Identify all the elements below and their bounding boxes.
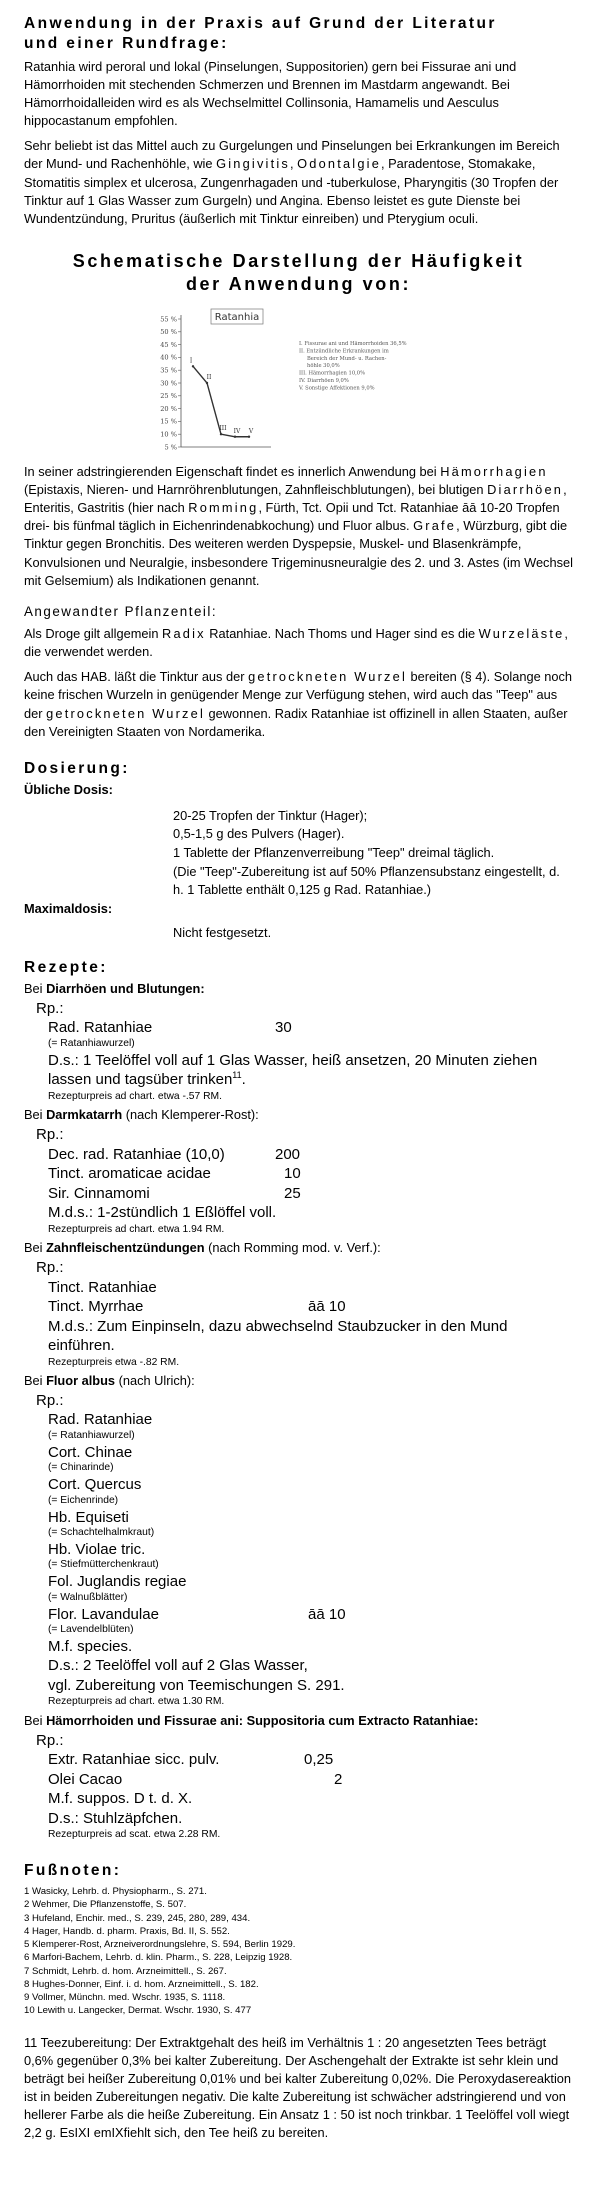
chart-heading: Schematische Darstellung der Häufigkeit der Anwendung von: [72, 251, 525, 295]
ingredient-alias: (= Eichenrinde) [48, 1494, 119, 1506]
chart-y-tick-label: 35 % [159, 366, 177, 375]
chart-container [24, 307, 573, 457]
recipe-ingredient: Tinct. Ratanhiae [48, 1278, 157, 1296]
chart-legend-entry: II. Entzündliche Erkrankungen im [298, 348, 389, 355]
chart-legend-entry: III. Hämorrhagien 10,0% [298, 370, 365, 377]
recipe-instruction: M.d.s.: 1-2stündlich 1 Eßlöffel voll. [48, 1204, 277, 1222]
footnote-item: 2 Wehmer, Die Pflanzenstoffe, S. 507. [24, 1899, 187, 1911]
chart-y-tick-label: 45 % [159, 340, 177, 349]
chart-point-label: V [248, 427, 253, 435]
chart-legend-entry: V. Sonstige Affektionen 9,0% [298, 385, 375, 392]
rp-label: Rp.: [36, 1731, 64, 1749]
recipe-fluor-albus: Bei Fluor albus (nach Ulrich): Rp.: Rad. Ratanhiae (= Ratanhiawurzel) Cort. Chinae (= Chinarinde) Cort. Quercus (= Eichenrinde) Hb. Equiseti (= Schachtelhalmkraut) Hb. Violae tric. (= Stiefmütterchenkraut) Fol. Juglandis regiae (= Walnußblätter) Flor. Lavandulae āā 10 (= Lavendelblüten) M.f. species. D.s.: 2 Teelöffel voll auf 2 Glas Wasser, vgl. Zubereitung von Teemischungen S. 291. Rezepturpreis ad chart. etwa 1.30 RM. [24, 1372, 573, 1710]
ingredient-alias: (= Ratanhiawurzel) [48, 1429, 135, 1441]
heading-dosierung: Dosierung: [24, 759, 130, 777]
paragraph-pflanzenteil-1: Als Droge gilt allgemein Radix Ratanhiae. Nach Thoms und Hager sind es die Wurzeläste, die verwendet werden. [24, 625, 568, 660]
chart-point-label: II [206, 373, 211, 381]
recipe-price: Rezepturpreis ad chart. etwa 1.94 RM. [48, 1223, 225, 1235]
chart-y-tick-label: 50 % [159, 327, 177, 336]
chart-legend-entry: I. Fissurae ani und Hämorrhoiden 36,5% [298, 340, 407, 347]
frequency-chart [149, 307, 449, 457]
dosis-line: (Die "Teep"-Zubereitung ist auf 50% Pflanzensubstanz eingestellt, d. h. 1 Tablette enthält 0,125 g Rad. Ratanhiae.) [173, 863, 560, 898]
recipe-ingredient: Cort. Quercus [48, 1476, 142, 1494]
footnote-item: 4 Hager, Handb. d. pharm. Praxis, Bd. II, S. 552. [24, 1925, 230, 1937]
recipe-ingredient: Cort. Chinae [48, 1443, 133, 1461]
heading-rezepte: Rezepte: [24, 959, 108, 977]
chart-point [205, 382, 207, 384]
chart-point-label: I [189, 357, 192, 365]
recipe-instruction: M.d.s.: Zum Einpinseln, dazu abwechselnd Staubzucker in den Mund einführen. [48, 1317, 508, 1354]
recipe-suppositoria: Bei Hämorrhoiden und Fissurae ani: Suppositoria cum Extracto Ratanhiae: Rp.: Extr. Ratanhiae sicc. pulv. 0,25 Olei Cacao 2 M.f. suppos. D t. d. X. D.s.: Stuhlzäpfchen. Rezepturpreis ad scat. etwa 2.28 RM. [24, 1712, 573, 1843]
recipe-instruction: vgl. Zubereitung von Teemischungen S. 291. [48, 1676, 345, 1694]
section-pflanzenteil [24, 602, 573, 741]
chart-title: Ratanhia [214, 311, 259, 323]
recipe-ingredient: Tinct. aromaticae acidae 10 [48, 1165, 301, 1183]
footnote-item: 5 Klemperer-Rost, Arzneiverordnungslehre, S. 594, Berlin 1929. [24, 1939, 296, 1951]
recipe-instruction: D.s.: 1 Teelöffel voll auf 1 Glas Wasser, heiß ansetzen, 20 Minuten ziehen lassen und tagsüber trinken$^{11}$. [48, 1051, 538, 1089]
chart-point-label: IV [233, 427, 240, 435]
recipe-ingredient: Fol. Juglandis regiae [48, 1573, 187, 1591]
recipe-price: Rezepturpreis ad chart. etwa -.57 RM. [48, 1090, 222, 1102]
ingredient-alias: (= Stiefmütterchenkraut) [48, 1559, 159, 1571]
dosis-line: 20-25 Tropfen der Tinktur (Hager); [173, 807, 368, 823]
chart-y-tick-label: 10 % [159, 430, 177, 439]
chart-legend-entry: IV. Diarrhöen 9,0% [298, 377, 349, 384]
section-dosierung [24, 759, 573, 942]
recipe-diarrhoeen: Bei Diarrhöen und Blutungen: Rp.: Rad. Ratanhiae 30 (= Ratanhiawurzel) D.s.: 1 Teelöffel voll auf 1 Glas Wasser, heiß ansetzen, 20 Minuten ziehen lassen und tagsüber trinken$^{11}$. Rezepturpreis ad chart. etwa -.57 RM. [24, 980, 573, 1104]
footnote-item: 9 Vollmer, Münchn. med. Wschr. 1935, S. 1118. [24, 1992, 226, 2004]
footnote-list [24, 1885, 573, 2017]
paragraph-anwendung-2: Sehr beliebt ist das Mittel auch zu Gurgelungen und Pinselungen bei Erkrankungen im Bereich der Mund- und Rachenhöhle, wie Gingivitis, Odontalgie, Paradentose, Stomakake, Stomatitis simplex et ulcerosa, Zungenrhagaden und -tuberkulose, Pharyngitis (30 Tropfen der Tinktur auf 1 Glas Wasser zum Gurgeln) und Angina. Ebenso leistet es gute Dienste bei Wundentzündung, Pruritus (äußerlich mit Tinktur einreiben) und Pterygium oculi. [24, 138, 560, 226]
paragraph-innerlich: In seiner adstringierenden Eigenschaft findet es innerlich Anwendung bei Hämorrhagien (Epistaxis, Nieren- und Harnröhrenblutungen, Zahnfleischblutungen), bei blutigen Diarrhöen, Enteritis, Gastritis (hier nach Romming, Fürth, Tct. Opii und Tct. Ratanhiae āā 10-20 Tropfen drei- bis fünfmal täglich in Eichenrindenabkochung) und Fluor albus. Grafe, Würzburg, gibt die Tinktur gegen Bronchitis. Des weiteren werden Dyspepsie, Muskel- und Blasenkrämpfe, Konvulsionen und Neuralgie, insbesondere Trigeminusneuralgie des 2. und 3. Astes (im Wechsel mit Gelsemium) als Indikationen genannt. [24, 463, 573, 588]
footnote-item: 1 Wasicky, Lehrb. d. Physiopharm., S. 271. [24, 1886, 207, 1898]
dosis-line: 0,5-1,5 g des Pulvers (Hager). [173, 826, 345, 842]
heading-footnotes: Fußnoten: [24, 1862, 122, 1880]
section-rezepte [24, 958, 573, 1843]
maximaldosis-value: Nicht festgesetzt. [173, 924, 272, 940]
label-maximaldosis: Maximaldosis: [24, 900, 113, 916]
recipe-instruction: D.s.: 2 Teelöffel voll auf 2 Glas Wasser, [48, 1657, 308, 1675]
chart-y-tick-label: 5 % [163, 443, 177, 452]
chart-point [219, 433, 221, 435]
recipe-price: Rezepturpreis etwa -.82 RM. [48, 1356, 180, 1368]
rp-label: Rp.: [36, 1126, 64, 1144]
rp-label: Rp.: [36, 1391, 64, 1409]
recipe-ingredient: Olei Cacao 2 [48, 1770, 343, 1788]
recipe-darmkatarrh: Bei Darmkatarrh (nach Klemperer-Rost): Rp.: Dec. rad. Ratanhiae (10,0) 200 Tinct. aromaticae acidae 10 Sir. Cinnamomi 25 M.d.s.: 1-2stündlich 1 Eßlöffel voll. Rezepturpreis ad chart. etwa 1.94 RM. [24, 1106, 573, 1237]
recipe-ingredient: Hb. Equiseti [48, 1508, 129, 1526]
chart-point-label: III [218, 425, 227, 433]
paragraph-pflanzenteil-2: Auch das HAB. läßt die Tinktur aus der getrockneten Wurzel bereiten (§ 4). Solange noch keine frischen Wurzeln in genügender Menge zur Verfügung stehen, wird auch das "Teep" aus der getrockneten Wurzel gewonnen. Radix Ratanhiae ist offizinell in allen Staaten, außer den Vereinigten Staaten von Nordamerika. [24, 669, 573, 739]
dosis-list [24, 807, 573, 900]
rp-label: Rp.: [36, 999, 64, 1017]
recipe-ingredient: Sir. Cinnamomi 25 [48, 1184, 301, 1202]
recipe-price: Rezepturpreis ad scat. etwa 2.28 RM. [48, 1829, 221, 1841]
chart-y-tick-label: 20 % [159, 404, 177, 413]
label-uebliche-dosis: Übliche Dosis: [24, 781, 113, 797]
ingredient-alias: (= Lavendelblüten) [48, 1624, 134, 1636]
recipe-ingredient: Rad. Ratanhiae [48, 1411, 153, 1429]
chart-y-tick-label: 40 % [159, 353, 177, 362]
footnote-item: 7 Schmidt, Lehrb. d. hom. Arzneimittell., S. 267. [24, 1965, 227, 1977]
recipe-zahnfleisch: Bei Zahnfleischentzündungen (nach Romming mod. v. Verf.): Rp.: Tinct. Ratanhiae Tinct. Myrrhae āā 10 M.d.s.: Zum Einpinseln, dazu abwechselnd Staubzucker in den Mund einführen. Rezepturpreis etwa -.82 RM. [24, 1239, 573, 1370]
recipe-ingredient: Rad. Ratanhiae 30 [48, 1019, 292, 1037]
heading-pflanzenteil: Angewandter Pflanzenteil: [24, 603, 218, 619]
recipe-instruction: D.s.: Stuhlzäpfchen. [48, 1809, 183, 1827]
footnote-item: 10 Lewith u. Langecker, Dermat. Wschr. 1930, S. 477 [24, 2005, 252, 2017]
chart-y-tick-label: 55 % [159, 315, 177, 324]
recipe-ingredient: Flor. Lavandulae āā 10 [48, 1605, 346, 1623]
footnote-item: 8 Hughes-Donner, Einf. i. d. hom. Arzneimittell., S. 182. [24, 1978, 259, 1990]
chart-y-tick-label: 30 % [159, 379, 177, 388]
heading-anwendung: Anwendung in der Praxis auf Grund der Literatur und einer Rundfrage: [24, 15, 497, 52]
section-anwendung [24, 14, 573, 228]
ingredient-alias: (= Ratanhiawurzel) [48, 1037, 135, 1049]
paragraph-anwendung-1: Ratanhia wird peroral und lokal (Pinselungen, Suppositorien) gern bei Fissurae ani und Hämorrhoiden mit stechenden Schmerzen und Brennen im Mastdarm angewandt. Bei Hämorrhoidalleiden wird es als Wechselmittel Collinsonia, Hamamelis und Aesculus hippocastanum empfohlen. [24, 58, 517, 129]
recipe-price: Rezepturpreis ad chart. etwa 1.30 RM. [48, 1696, 225, 1708]
recipe-instruction: M.f. species. [48, 1637, 133, 1655]
chart-point [233, 435, 235, 437]
chart-y-tick-label: 25 % [159, 391, 177, 400]
ingredient-alias: (= Walnußblätter) [48, 1591, 128, 1603]
recipe-ingredient: Hb. Violae tric. [48, 1540, 146, 1558]
chart-point [191, 365, 193, 367]
chart-point [247, 435, 249, 437]
section-footnotes [24, 1861, 573, 2142]
footnote-item: 3 Hufeland, Enchir. med., S. 239, 245, 280, 289, 434. [24, 1912, 251, 1924]
ingredient-alias: (= Chinarinde) [48, 1462, 114, 1474]
ingredient-alias: (= Schachtelhalmkraut) [48, 1527, 155, 1539]
dosis-line: 1 Tablette der Pflanzenverreibung "Teep" dreimal täglich. [173, 844, 495, 860]
chart-y-tick-label: 15 % [159, 417, 177, 426]
chart-legend-entry: Bereich der Mund- u. Rachen- [306, 355, 386, 362]
recipe-ingredient: Extr. Ratanhiae sicc. pulv. 0,25 [48, 1751, 334, 1769]
recipe-instruction: M.f. suppos. D t. d. X. [48, 1790, 193, 1808]
chart-legend-entry: höhle 30,0% [306, 363, 340, 370]
rp-label: Rp.: [36, 1259, 64, 1276]
footnote-item: 6 Marfori-Bachem, Lehrb. d. klin. Pharm., S. 228, Leipzig 1928. [24, 1952, 293, 1964]
recipe-ingredient: Dec. rad. Ratanhiae (10,0) 200 [48, 1145, 301, 1163]
footnote-11: 11 Teezubereitung: Der Extraktgehalt des heiß im Verhältnis 1 : 20 angesetzten Tees beträgt 0,6% gegenüber 0,3% bei kalter Zubereitung. Der Aschengehalt der Extrakte ist sehr klein und beträgt bei heißer Zubereitung 0,01% und bei kalter Zubereitung 0,02%. Die Peroxydasereaktion ist in beiden Zubereitungen negativ. Die kalte Zubereitung ist schwächer adstringierend und von hellerer Farbe als die heiße Zubereitung. Ein Ansatz 1 : 50 ist noch trinkbar. 1 Teelöffel voll wiegt 2,2 g. EsIXI emIXfiehlt sich, den Tee heiß zu bereiten. [24, 2034, 572, 2141]
recipe-ingredient: Tinct. Myrrhae āā 10 [48, 1298, 346, 1315]
